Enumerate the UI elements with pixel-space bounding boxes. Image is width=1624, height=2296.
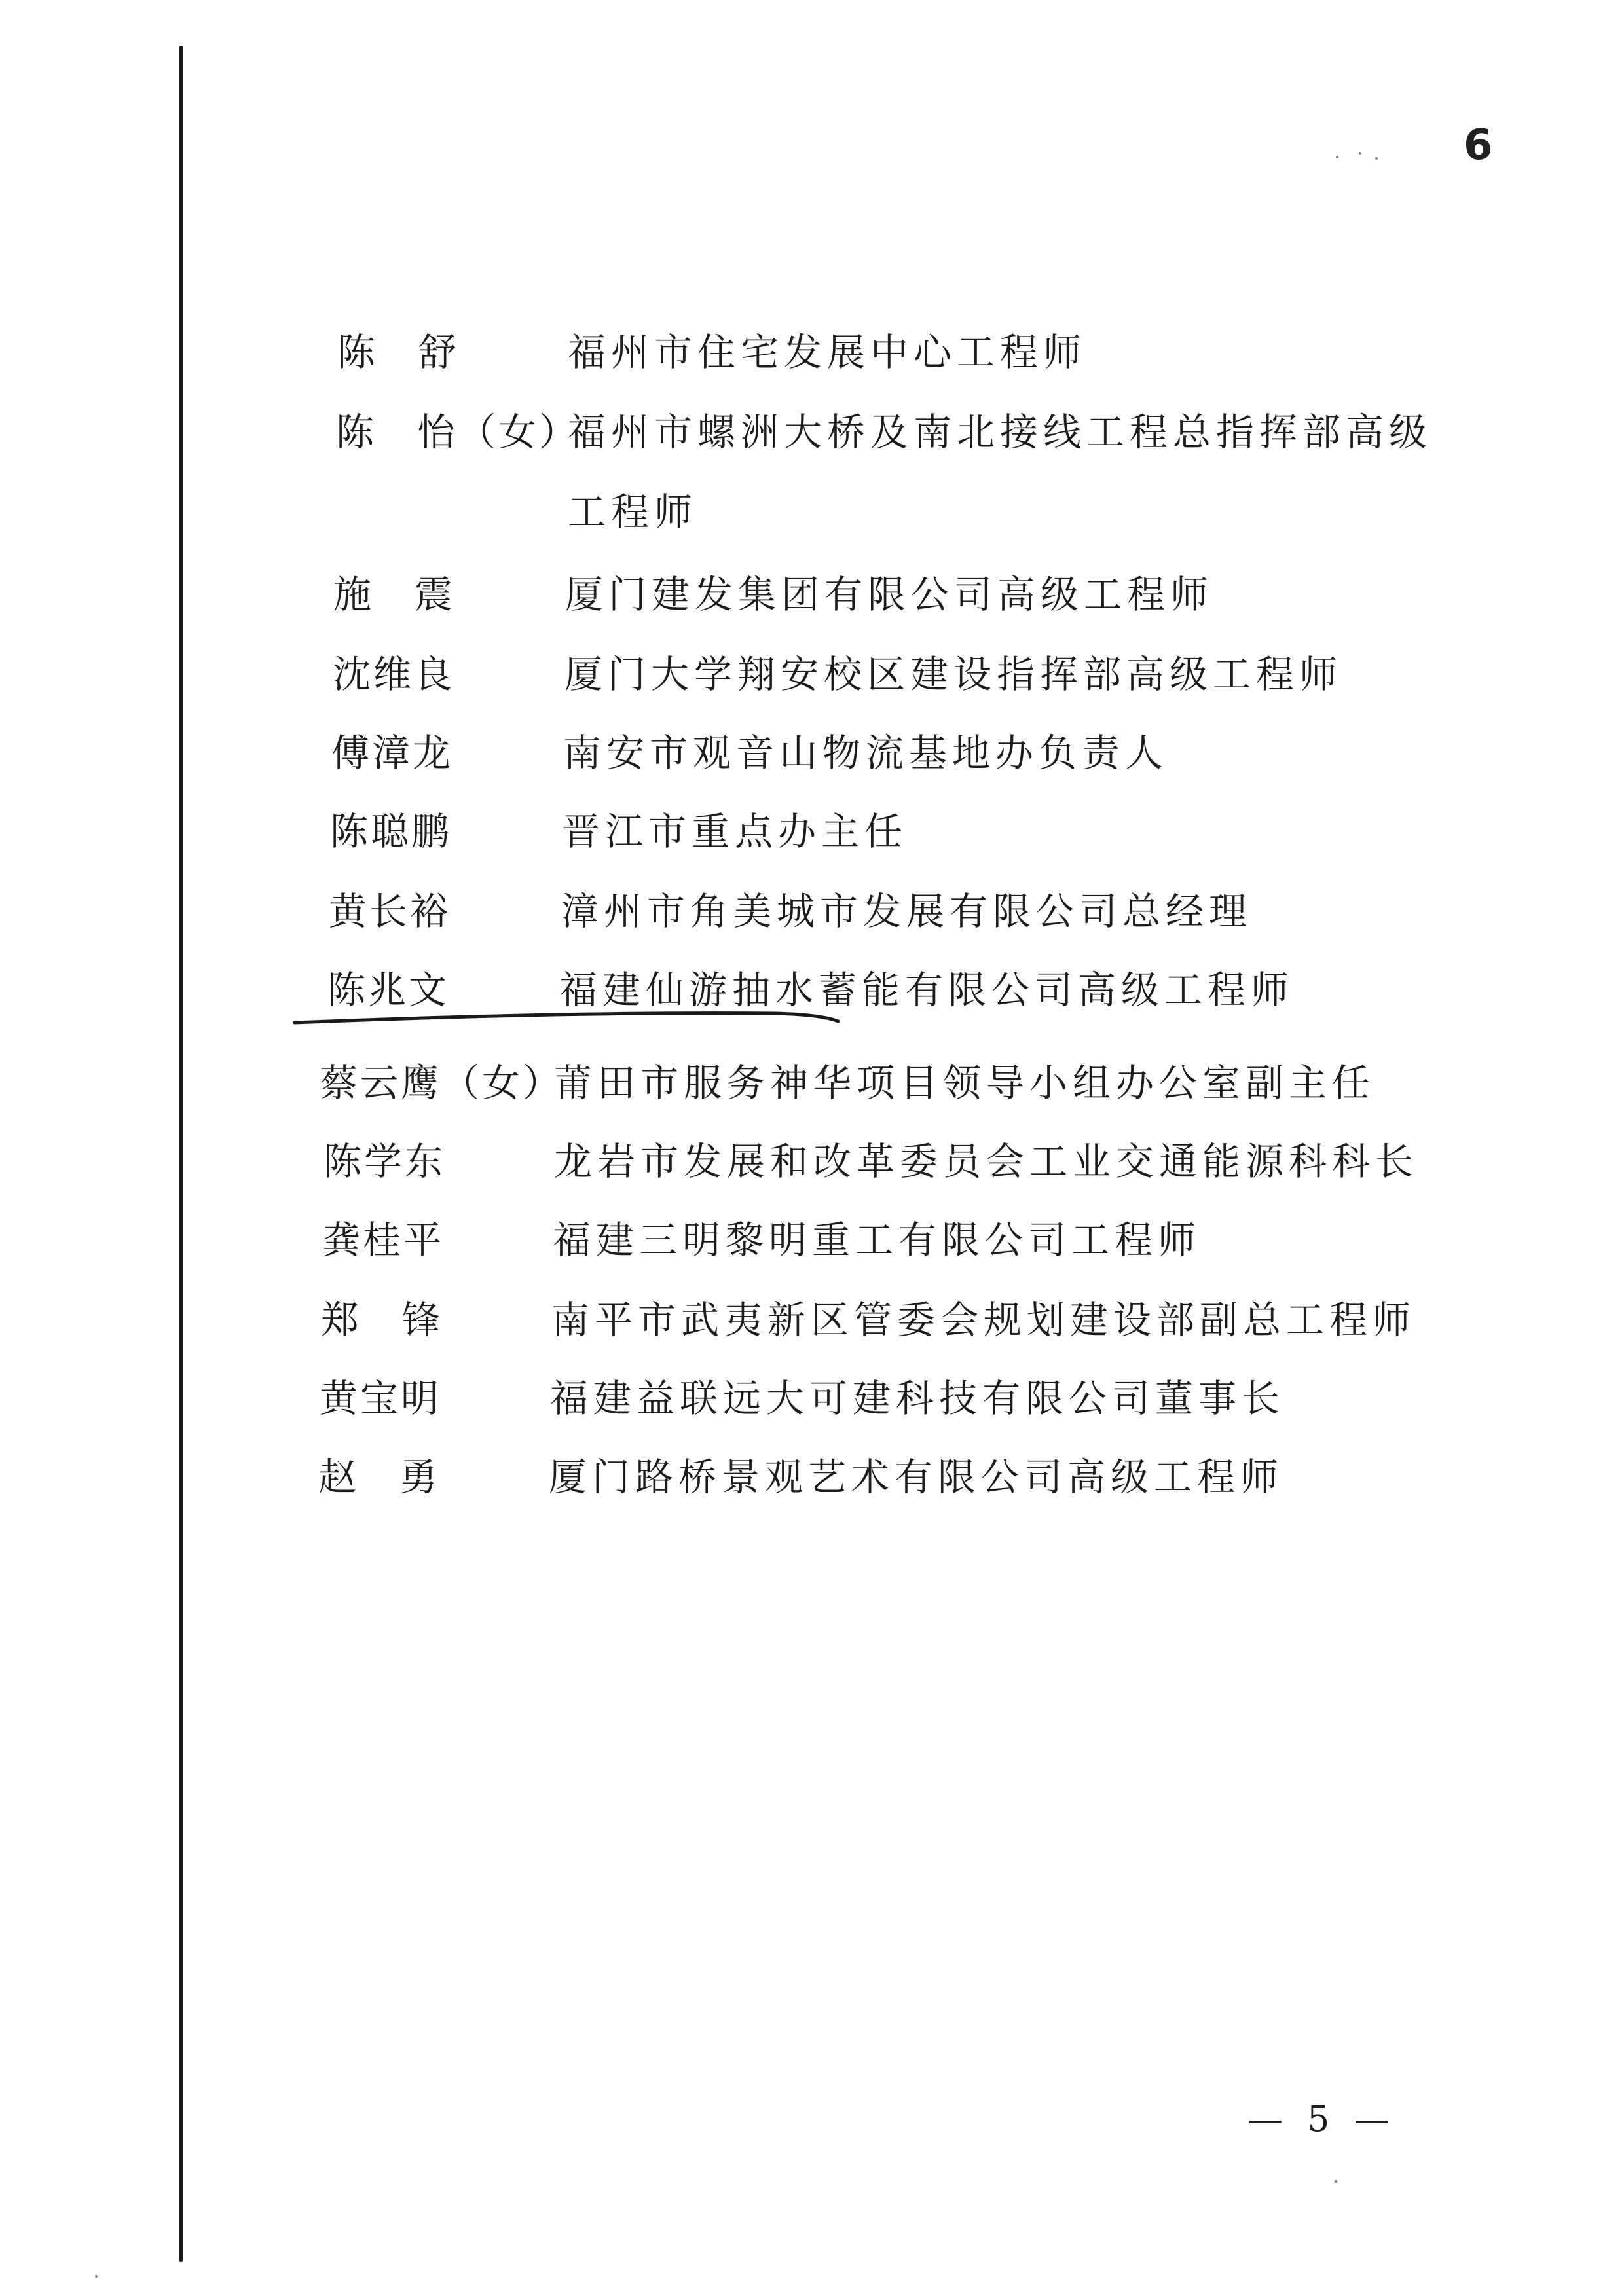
person-title: 厦门路桥景观艺术有限公司高级工程师 [549,1455,1284,1499]
person-name: 黄宝明 [320,1376,442,1421]
person-title: 龙岩市发展和改革委员会工业交通能源科科长 [554,1139,1419,1184]
person-name: 陈兆文 [327,968,450,1012]
person-title: 福建益联远大可建科技有限公司董事长 [550,1376,1285,1421]
person-name: 傅漳龙 [331,731,454,775]
person-title: 晋江市重点办主任 [562,809,908,854]
person-title: 厦门大学翔安校区建设指挥部高级工程师 [564,652,1343,697]
person-name: 蔡云鹰（女） [320,1061,564,1105]
person-name: 陈 舒 [337,330,460,374]
person-name: 施 震 [333,572,456,617]
person-name: 龚桂平 [322,1218,445,1262]
person-title: 莆田市服务神华项目领导小组办公室副主任 [554,1061,1376,1105]
person-title: 厦门建发集团有限公司高级工程师 [565,572,1214,617]
person-title: 南平市武夷新区管委会规划建设部副总工程师 [551,1298,1416,1342]
person-title: 南安市观音山物流基地办负责人 [563,731,1169,775]
person-name: 郑 锋 [321,1298,443,1342]
person-name: 赵 勇 [318,1455,441,1499]
person-title: 漳州市角美城市发展有限公司总经理 [561,889,1253,934]
handwritten-page-number: 6 [1464,121,1493,170]
person-title-continuation: 工程师 [568,490,698,534]
person-title: 福建三明黎明重工有限公司工程师 [553,1218,1202,1262]
person-title: 福建仙游抽水蓄能有限公司高级工程师 [559,968,1295,1012]
footer-page-number: — 5 — [1247,2098,1396,2140]
person-name: 陈 怡（女） [336,410,580,454]
person-name: 陈聪鹏 [330,809,452,854]
person-title: 福州市螺洲大桥及南北接线工程总指挥部高级 [568,410,1433,454]
person-title: 福州市住宅发展中心工程师 [568,330,1087,374]
person-name: 黄长裕 [329,889,451,934]
person-name: 陈学东 [323,1139,446,1184]
person-name: 沈维良 [333,652,455,697]
